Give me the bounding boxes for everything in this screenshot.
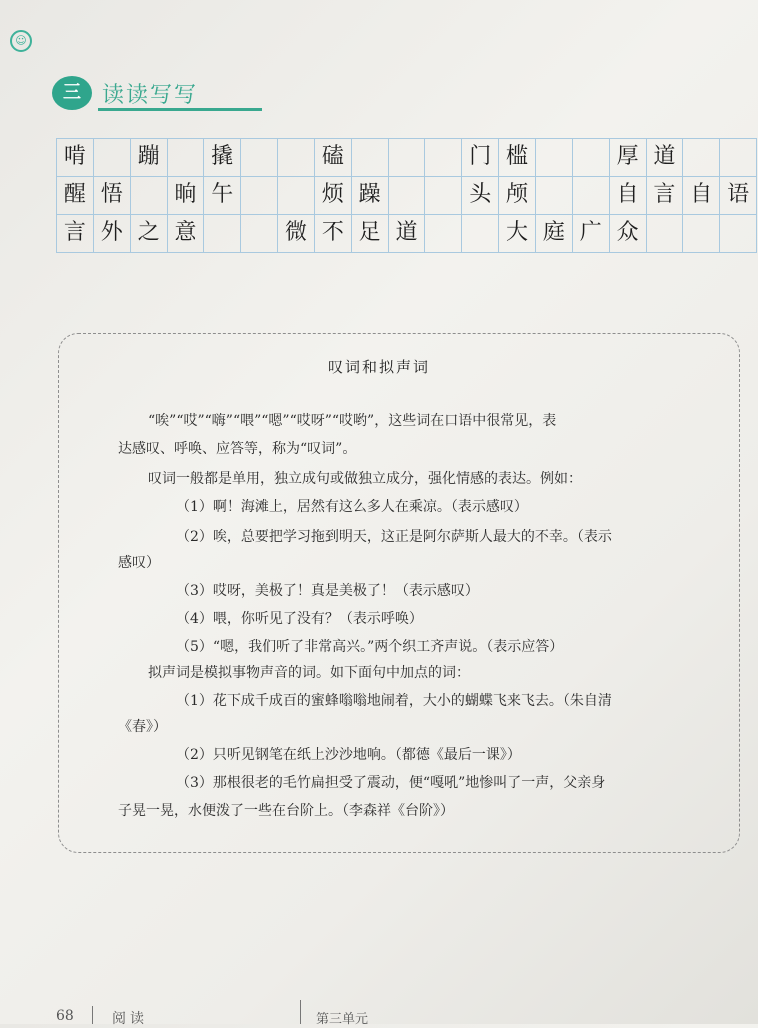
grid-cell: 撬: [204, 139, 241, 176]
grid-cell: 自: [610, 177, 647, 214]
box-text-line: （2）只听见钢笔在纸上沙沙地响。（都德《最后一课》）: [176, 747, 521, 763]
grid-cell: 头: [462, 177, 499, 214]
grid-cell: 言: [647, 177, 684, 214]
grid-cell: [647, 215, 684, 252]
grid-cell: 大: [499, 215, 536, 252]
grid-cell: 道: [647, 139, 684, 176]
grid-cell: 庭: [536, 215, 573, 252]
box-text-line: （1）花下成千成百的蜜蜂嗡嗡地闹着，大小的蝴蝶飞来飞去。（朱自清: [176, 693, 612, 709]
box-text-line: （3）哎呀，美极了！真是美极了！（表示感叹）: [176, 583, 479, 599]
character-grid: [56, 138, 757, 253]
grid-cell: [720, 215, 757, 252]
grid-cell: [573, 177, 610, 214]
grid-cell: 众: [610, 215, 647, 252]
grid-cell: 足: [352, 215, 389, 252]
grid-cell: 广: [573, 215, 610, 252]
grid-cell: 醒: [57, 177, 94, 214]
grid-cell: 之: [131, 215, 168, 252]
box-text-line: （3）那根很老的毛竹扁担受了震动，便“嘎吼”地惨叫了一声，父亲身: [176, 775, 606, 791]
box-text-line: 达感叹、呼唤、应答等，称为“叹词”。: [118, 441, 357, 457]
grid-cell: [536, 139, 573, 176]
grid-cell: [241, 215, 278, 252]
box-text-line: 子晃一晃，水便泼了一些在台阶上。（李森祥《台阶》）: [118, 803, 454, 819]
grid-cell: [352, 139, 389, 176]
grid-cell: [683, 215, 720, 252]
box-text-line: 感叹）: [118, 555, 160, 571]
section-title: 读读写写: [102, 83, 199, 108]
box-text-line: （2）唉，总要把学习拖到明天，这正是阿尔萨斯人最大的不幸。（表示: [176, 529, 612, 545]
box-text-line: （5）“嗯，我们听了非常高兴。”两个织工齐声说。（表示应答）: [176, 639, 564, 655]
grid-cell: 厚: [610, 139, 647, 176]
box-title: 叹词和拟声词: [327, 358, 430, 376]
grid-cell: 微: [278, 215, 315, 252]
grid-cell: 啃: [57, 139, 94, 176]
box-text-line: 拟声词是模拟事物声音的词。如下面句中加点的词：: [148, 665, 470, 681]
grid-cell: [425, 215, 462, 252]
grid-cell: [278, 177, 315, 214]
grid-cell: 午: [204, 177, 241, 214]
grid-cell: 烦: [315, 177, 352, 214]
box-text-line: （4）喂，你听见了没有？（表示呼唤）: [176, 611, 423, 627]
grid-cell: 蹦: [131, 139, 168, 176]
grid-cell: 道: [389, 215, 426, 252]
grid-cell: [389, 177, 426, 214]
title-underline: [98, 108, 262, 111]
grid-cell: [683, 139, 720, 176]
grid-cell: [462, 215, 499, 252]
box-text-line: “唉”“哎”“嗨”“喂”“嗯”“哎呀”“哎哟”，这些词在口语中很常见，表: [148, 413, 557, 429]
footer-divider: [92, 1006, 93, 1024]
grid-cell: 悟: [94, 177, 131, 214]
grid-cell: [573, 139, 610, 176]
grid-cell: [131, 177, 168, 214]
grid-row: [57, 177, 757, 215]
grid-cell: 言: [57, 215, 94, 252]
grid-cell: 躁: [352, 177, 389, 214]
footer-unit: 第三单元: [316, 1012, 369, 1027]
footer-label: 阅读: [112, 1011, 148, 1027]
grid-cell: 不: [315, 215, 352, 252]
grid-cell: [278, 139, 315, 176]
grid-row: [57, 215, 757, 253]
grid-cell: [241, 177, 278, 214]
grid-row: [57, 139, 757, 177]
grid-cell: 磕: [315, 139, 352, 176]
grid-cell: 外: [94, 215, 131, 252]
section-header: [52, 76, 222, 116]
grid-cell: 槛: [499, 139, 536, 176]
box-text-line: （1）啊！海滩上，居然有这么多人在乘凉。（表示感叹）: [176, 499, 528, 515]
grid-cell: 语: [720, 177, 757, 214]
grid-cell: [168, 139, 205, 176]
grid-cell: 意: [168, 215, 205, 252]
footer-divider: [300, 1000, 301, 1024]
box-text-line: 《春》）: [118, 719, 167, 735]
grid-cell: 门: [462, 139, 499, 176]
grid-cell: 晌: [168, 177, 205, 214]
grid-cell: [720, 139, 757, 176]
section-number-badge: 三: [52, 76, 92, 110]
page-number: 68: [56, 1008, 74, 1024]
grid-cell: [389, 139, 426, 176]
grid-cell: [94, 139, 131, 176]
grid-cell: [204, 215, 241, 252]
grid-cell: [241, 139, 278, 176]
corner-icon: ☺: [10, 30, 32, 52]
grid-cell: [536, 177, 573, 214]
grid-cell: [425, 177, 462, 214]
grid-cell: 自: [683, 177, 720, 214]
grid-cell: [425, 139, 462, 176]
grid-cell: 颅: [499, 177, 536, 214]
box-text-line: 叹词一般都是单用，独立成句或做独立成分，强化情感的表达。例如：: [148, 471, 582, 487]
